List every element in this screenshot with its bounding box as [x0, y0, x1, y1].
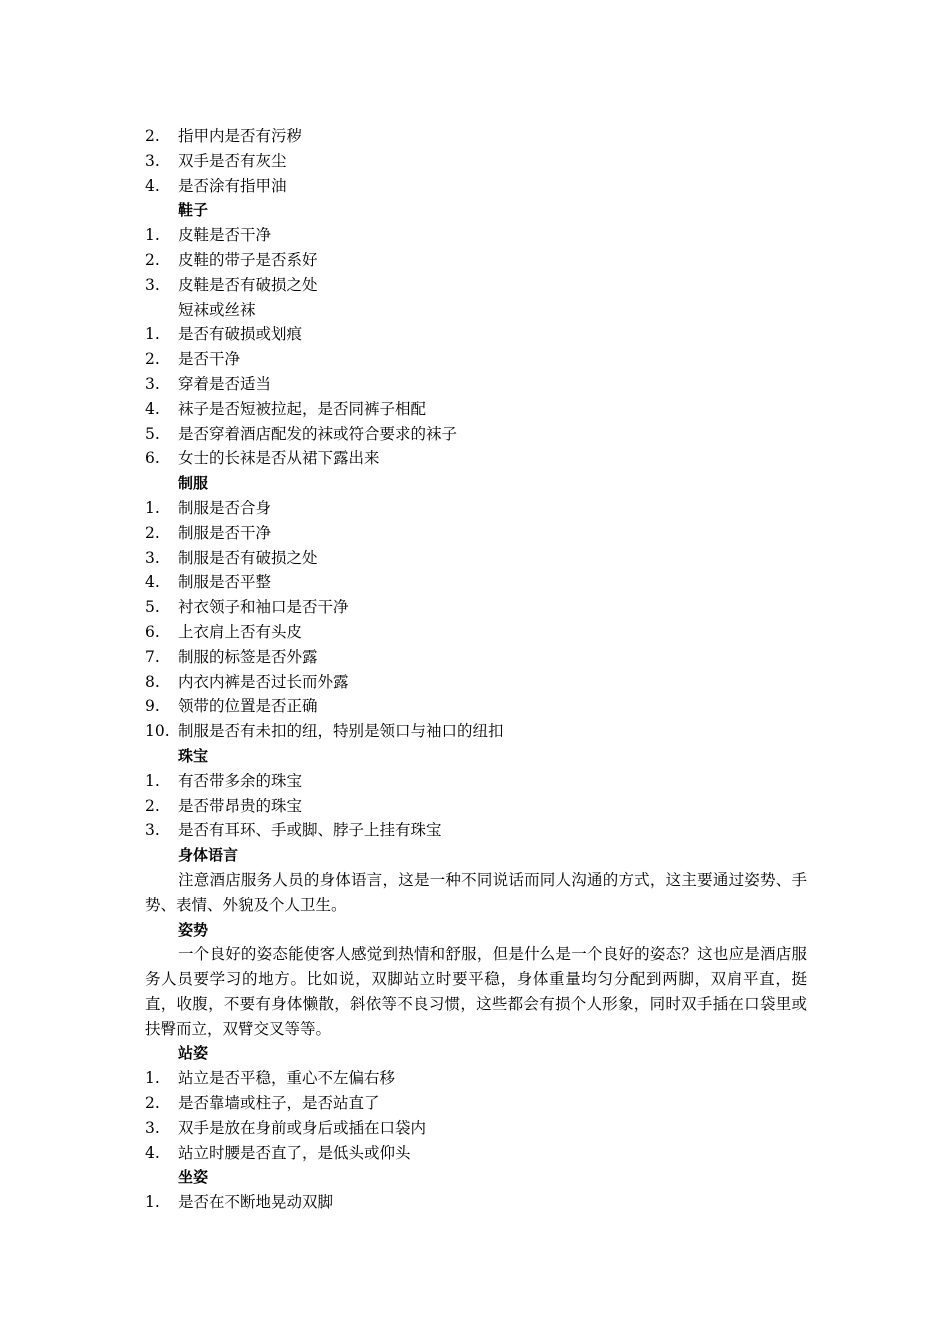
- list-text: 制服的标签是否外露: [178, 647, 318, 666]
- section-heading-posture: 姿势: [178, 920, 209, 939]
- section-heading-sitting: 坐姿: [178, 1168, 209, 1187]
- list-item: [145, 818, 807, 843]
- list-text: 内衣内裤是否过长而外露: [178, 672, 349, 691]
- list-item: [145, 546, 807, 571]
- list-item: [145, 397, 807, 422]
- list-item: [145, 347, 807, 372]
- list-item: [145, 620, 807, 645]
- list-text: 是否涂有指甲油: [178, 176, 287, 195]
- list-text: 制服是否有破损之处: [178, 548, 318, 567]
- list-number: 5.: [145, 424, 160, 443]
- list-text: 是否有耳环、手或脚、脖子上挂有珠宝: [178, 821, 442, 840]
- list-text: 是否穿着酒店配发的袜或符合要求的袜子: [178, 424, 458, 443]
- list-item: [145, 322, 807, 347]
- list-text: 穿着是否适当: [178, 374, 272, 393]
- list-number: 3.: [145, 1118, 160, 1137]
- list-number: 2.: [145, 350, 160, 369]
- list-item: [145, 719, 807, 744]
- list-number: 3.: [145, 548, 160, 567]
- section-heading-socks: 短袜或丝袜: [178, 300, 256, 319]
- list-text: 站立时腰是否直了，是低头或仰头: [178, 1143, 411, 1162]
- list-item: [145, 1091, 807, 1116]
- list-number: 9.: [145, 697, 160, 716]
- list-number: 6.: [145, 622, 160, 641]
- list-number: 1.: [145, 1069, 160, 1088]
- list-item: [145, 422, 807, 447]
- list-item: [145, 248, 807, 273]
- section-heading-standing: 站姿: [178, 1044, 209, 1063]
- list-text: 衬衣领子和袖口是否干净: [178, 598, 349, 617]
- list-text: 皮鞋的带子是否系好: [178, 250, 318, 269]
- list-number: 2.: [145, 127, 160, 145]
- list-text: 是否靠墙或柱子，是否站直了: [178, 1094, 380, 1113]
- document-content: [145, 124, 807, 1215]
- list-text: 领带的位置是否正确: [178, 697, 318, 716]
- list-text: 有否带多余的珠宝: [178, 771, 303, 790]
- list-number: 2.: [145, 250, 160, 269]
- list-item: [145, 223, 807, 248]
- list-number: 8.: [145, 672, 160, 691]
- list-text: 上衣肩上否有头皮: [178, 622, 303, 641]
- list-number: 4.: [145, 176, 160, 195]
- list-text: 袜子是否短被拉起，是否同裤子相配: [178, 399, 427, 418]
- list-item: [145, 794, 807, 819]
- list-number: 4.: [145, 1143, 160, 1162]
- section-heading-jewelry: 珠宝: [178, 746, 209, 765]
- list-item: [145, 694, 807, 719]
- list-item: [145, 273, 807, 298]
- list-text: 双手是放在身前或身后或插在口袋内: [178, 1118, 427, 1137]
- list-item: [145, 769, 807, 794]
- list-number: 3.: [145, 374, 160, 393]
- list-text: 站立是否平稳，重心不左偏右移: [178, 1069, 396, 1088]
- list-text: 指甲内是否有污秽: [178, 127, 303, 145]
- list-number: 4.: [145, 573, 160, 592]
- list-number: 6.: [145, 449, 160, 468]
- list-item: [145, 174, 807, 199]
- list-number: 3.: [145, 275, 160, 294]
- list-number: 7.: [145, 647, 160, 666]
- list-item: [145, 1141, 807, 1166]
- list-number: 3.: [145, 821, 160, 840]
- list-text: 制服是否干净: [178, 523, 272, 542]
- section-heading-body-language: 身体语言: [178, 846, 239, 865]
- list-item: [145, 1116, 807, 1141]
- list-number: 1.: [145, 771, 160, 790]
- list-item: [145, 496, 807, 521]
- list-number: 2.: [145, 1094, 160, 1113]
- list-number: 10.: [145, 722, 170, 741]
- list-text: 是否有破损或划痕: [178, 325, 303, 344]
- list-number: 1.: [145, 1193, 160, 1212]
- paragraph-body-language: 注意酒店服务人员的身体语言，这是一种不同说话而同人沟通的方式，这主要通过姿势、手势、表情、外貌及个人卫生。: [145, 870, 807, 914]
- list-item: [145, 124, 807, 149]
- list-item: [145, 372, 807, 397]
- list-item: [145, 446, 807, 471]
- section-heading-uniform: 制服: [178, 474, 209, 493]
- list-item: [145, 570, 807, 595]
- list-text: 是否带昂贵的珠宝: [178, 796, 303, 815]
- list-item: [145, 670, 807, 695]
- list-number: 2.: [145, 796, 160, 815]
- list-number: 4.: [145, 399, 160, 418]
- list-text: 制服是否合身: [178, 498, 272, 517]
- list-item: [145, 595, 807, 620]
- list-text: 双手是否有灰尘: [178, 151, 287, 170]
- list-number: 1.: [145, 325, 160, 344]
- list-number: 2.: [145, 523, 160, 542]
- list-text: 女士的长袜是否从裙下露出来: [178, 449, 380, 468]
- list-text: 制服是否有未扣的纽，特别是领口与袖口的纽扣: [178, 722, 504, 741]
- list-text: 是否在不断地晃动双脚: [178, 1193, 334, 1212]
- list-text: 皮鞋是否干净: [178, 226, 272, 245]
- list-item: [145, 1066, 807, 1091]
- list-number: 1.: [145, 498, 160, 517]
- list-item: [145, 521, 807, 546]
- list-number: 3.: [145, 151, 160, 170]
- section-heading-shoes: 鞋子: [178, 201, 209, 220]
- list-text: 制服是否平整: [178, 573, 272, 592]
- list-number: 5.: [145, 598, 160, 617]
- list-item: [145, 645, 807, 670]
- list-text: 是否干净: [178, 350, 241, 369]
- paragraph-posture: 一个良好的姿态能使客人感觉到热情和舒服，但是什么是一个良好的姿态？这也应是酒店服务人员要学习的地方。比如说，双脚站立时要平稳，身体重量均匀分配到两脚，双肩平直，挺直，收腹，不要有身体懒散，斜依等不良习惯，这些都会有损个人形象，同时双手插在口袋里或扶臀而立，双臂交叉等等。: [145, 945, 807, 1038]
- list-number: 1.: [145, 226, 160, 245]
- list-text: 皮鞋是否有破损之处: [178, 275, 318, 294]
- list-item: [145, 1190, 807, 1215]
- list-item: [145, 149, 807, 174]
